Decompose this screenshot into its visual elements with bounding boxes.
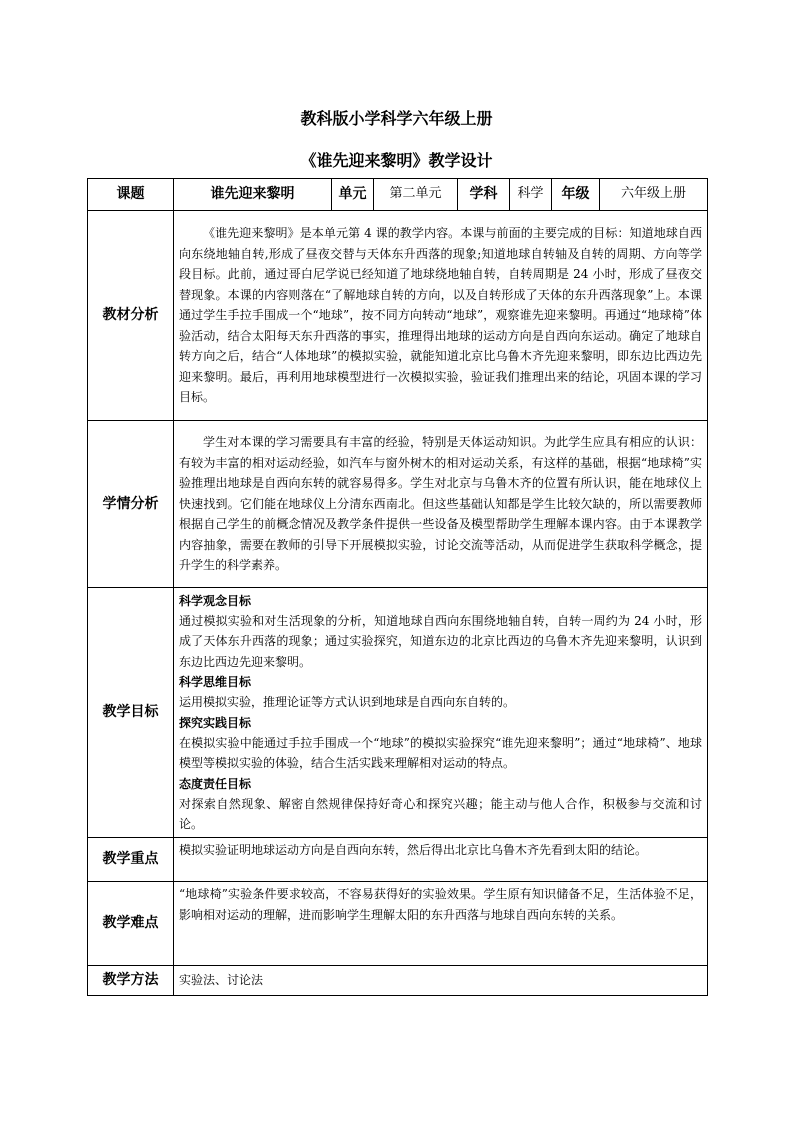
- objective-heading-practice: 探究实践目标: [179, 715, 252, 730]
- methods-row: [88, 966, 708, 996]
- objective-heading-attitude: 态度责任目标: [179, 776, 252, 791]
- grade-value: 六年级上册: [600, 179, 708, 211]
- topic-label: 课题: [88, 179, 174, 211]
- document-title: 教科版小学科学六年级上册: [300, 109, 493, 128]
- subject-label: 学科: [458, 179, 510, 211]
- methods-label: 教学方法: [88, 966, 174, 996]
- topic-value: 谁先迎来黎明: [174, 179, 332, 211]
- grade-label: 年级: [552, 179, 600, 211]
- lesson-plan-table: [87, 178, 708, 996]
- key-points-text: 模拟实验证明地球运动方向是自西向东转，然后得出北京比乌鲁木齐先看到太阳的结论。: [179, 843, 648, 857]
- material-analysis-text: 《谁先迎来黎明》是本单元第 4 课的教学内容。本课与前面的主要完成的目标：知道地球自西向东绕地轴自转,形成了昼夜交替与天体东升西落的现象;知道地球自转轴及自转的周期、方向等学段目标。此前，通过哥白尼学说已经知道了地球绕地轴自转，自转周期是 24 小时，形成了昼夜交替现象。本课的内容则落在“了解地球自转的方向，以及自转形成了天体的东升西落现象”上。本课通过学生手拉手围成一个“地球”，按不同方向转动“地球”，观察谁先迎来黎明。再通过“地球椅”体验活动，结合太阳每天东升西落的事实，推理得出地球的运动方向是自西向东运动。确定了地球自转方向之后，结合“人体地球”的模拟实验，就能知道北京比乌鲁木齐先迎来黎明，即东边比西边先迎来黎明。最后，再利用地球模型进行一次模拟实验，验证我们推理出来的结论，巩固本课的学习目标。: [179, 226, 702, 405]
- key-points-row: [88, 838, 708, 882]
- header-row: [88, 179, 708, 211]
- objectives-label: 教学目标: [88, 588, 174, 838]
- objective-heading-thinking: 科学思维目标: [179, 675, 252, 689]
- unit-label: 单元: [332, 179, 374, 211]
- objective-text-practice: 在模拟实验中能通过手拉手围成一个“地球”的模拟实验探究“谁先迎来黎明”；通过“地球椅”、地球模型等模拟实验的体验，结合生活实践来理解相对运动的特点。: [179, 735, 702, 770]
- difficulties-row: [88, 882, 708, 966]
- learner-analysis-label: 学情分析: [88, 421, 174, 588]
- difficulties-text: “地球椅”实验条件要求较高，不容易获得好的实验效果。学生原有知识储备不足，生活体验不足，影响相对运动的理解，进而影响学生理解太阳的东升西落与地球自西向东转的关系。: [179, 887, 702, 922]
- objective-heading-concept: 科学观念目标: [179, 593, 252, 608]
- objective-text-thinking: 运用模拟实验，推理论证等方式认识到地球是自西向东自转的。: [179, 695, 516, 709]
- key-points-label: 教学重点: [88, 838, 174, 882]
- subject-value: 科学: [510, 179, 552, 211]
- material-analysis-label: 教材分析: [88, 211, 174, 421]
- material-analysis-row: [88, 211, 708, 421]
- unit-value: 第二单元: [374, 179, 458, 211]
- difficulties-label: 教学难点: [88, 882, 174, 966]
- objectives-row: [88, 588, 708, 838]
- document-subtitle: 《谁先迎来黎明》教学设计: [300, 151, 493, 170]
- objective-text-concept: 通过模拟实验和对生活现象的分析，知道地球自西向东围绕地轴自转，自转一周约为 24 小时，形成了天体东升西落的现象；通过实验探究，知道东边的北京比西边的乌鲁木齐先迎来黎明，认识到东边比西边先迎来黎明。: [179, 613, 702, 669]
- methods-text: 实验法、讨论法: [179, 973, 264, 988]
- objective-text-attitude: 对探索自然现象、解密自然规律保持好奇心和探究兴趣；能主动与他人合作，积极参与交流和讨论。: [179, 796, 702, 831]
- learner-analysis-text: 学生对本课的学习需要具有丰富的经验，特别是天体运动知识。为此学生应具有相应的认识：有较为丰富的相对运动经验，如汽车与窗外树木的相对运动关系，有这样的基础，根据“地球椅”实验推理出地球是自西向东转的就容易得多。学生对北京与乌鲁木齐的位置有所认识，能在地球仪上快速找到。它们能在地球仪上分清东西南北。但这些基础认知都是学生比较欠缺的，所以需要教师根据自己学生的前概念情况及教学条件提供一些设备及模型帮助学生理解本课内容。由于本课教学内容抽象，需要在教师的引导下开展模拟实验，讨论交流等活动，从而促进学生获取科学概念，提升学生的科学素养。: [179, 435, 702, 573]
- learner-analysis-row: [88, 421, 708, 588]
